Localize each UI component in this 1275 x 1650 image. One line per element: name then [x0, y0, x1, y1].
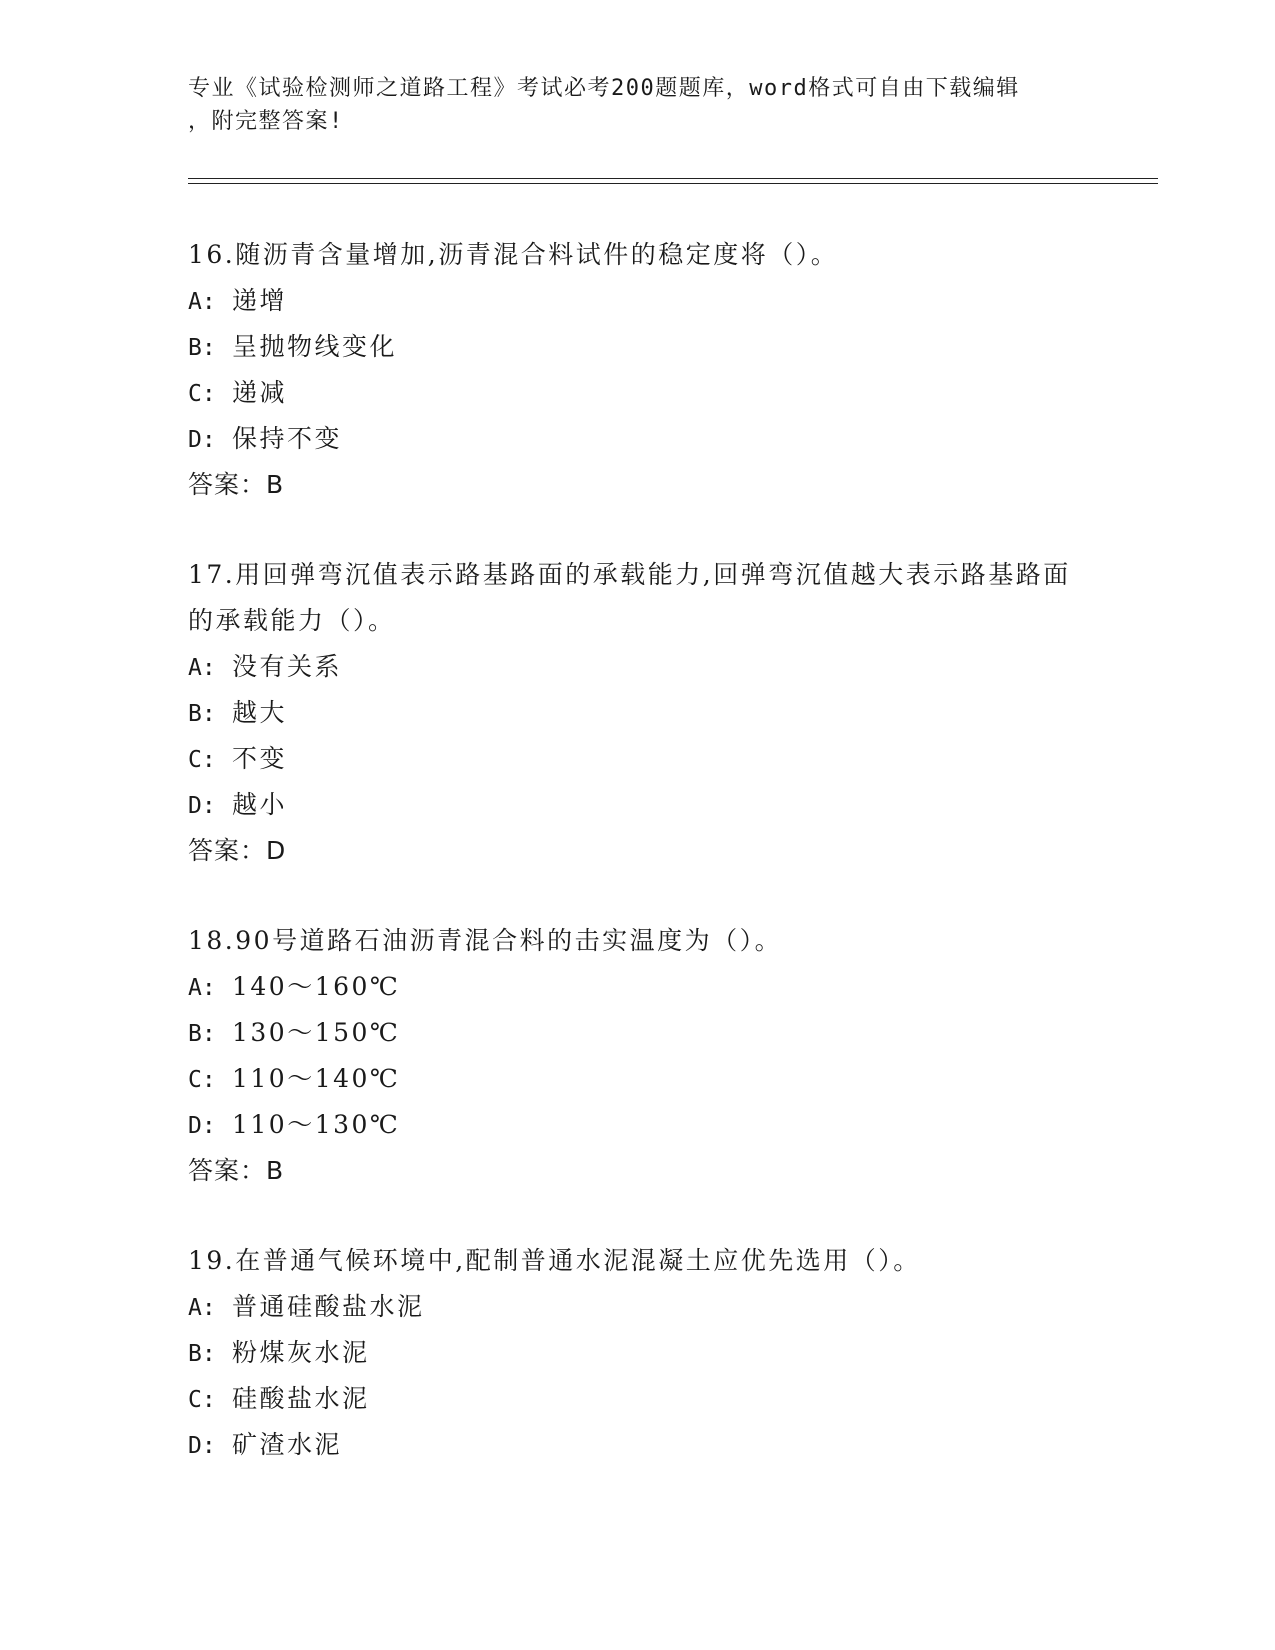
header-divider-bottom: [188, 183, 1158, 184]
option-text: 110～140℃: [232, 1064, 401, 1093]
option-text: 矿渣水泥: [232, 1430, 343, 1459]
option-b: [188, 324, 1088, 370]
option-c: [188, 370, 1088, 416]
option-letter: B:: [188, 1341, 216, 1367]
option-text: 递增: [232, 286, 288, 315]
option-a: [188, 278, 1088, 324]
question-16: [188, 232, 1088, 508]
option-letter: C:: [188, 381, 216, 407]
option-text: 硅酸盐水泥: [232, 1384, 370, 1413]
option-letter: B:: [188, 335, 216, 361]
option-b: [188, 1330, 1088, 1376]
question-17: [188, 552, 1088, 874]
question-19: [188, 1238, 1088, 1468]
option-text: 递减: [232, 378, 288, 407]
option-letter: B:: [188, 701, 216, 727]
option-d: [188, 1102, 1088, 1148]
option-text: 保持不变: [232, 424, 343, 453]
option-a: [188, 1284, 1088, 1330]
option-c: [188, 736, 1088, 782]
option-text: 越小: [232, 790, 288, 819]
option-letter: A:: [188, 1295, 216, 1321]
option-letter: D:: [188, 793, 216, 819]
option-text: 140～160℃: [232, 972, 401, 1001]
option-a: [188, 644, 1088, 690]
option-letter: D:: [188, 1113, 216, 1139]
option-text: 不变: [232, 744, 288, 773]
option-letter: D:: [188, 1433, 216, 1459]
option-c: [188, 1056, 1088, 1102]
option-text: 130～150℃: [232, 1018, 401, 1047]
option-d: [188, 416, 1088, 462]
question-stem: 18.90号道路石油沥青混合料的击实温度为（）。: [188, 926, 783, 955]
option-d: [188, 782, 1088, 828]
option-letter: C:: [188, 1067, 216, 1093]
option-a: [188, 964, 1088, 1010]
question-stem: 17.用回弹弯沉值表示路基路面的承载能力,回弹弯沉值越大表示路基路面的承载能力（）。: [188, 560, 1071, 635]
option-letter: A:: [188, 655, 216, 681]
answer-key: 答案：D: [188, 836, 287, 865]
option-text: 粉煤灰水泥: [232, 1338, 370, 1367]
option-letter: D:: [188, 427, 216, 453]
option-letter: B:: [188, 1021, 216, 1047]
option-letter: A:: [188, 289, 216, 315]
option-text: 越大: [232, 698, 288, 727]
header-divider-top: [188, 178, 1158, 179]
question-stem: 19.在普通气候环境中,配制普通水泥混凝土应优先选用（）。: [188, 1246, 921, 1275]
option-c: [188, 1376, 1088, 1422]
question-18: [188, 918, 1088, 1194]
header-line-2: ，附完整答案!: [188, 109, 344, 134]
option-letter: C:: [188, 1387, 216, 1413]
option-text: 没有关系: [232, 652, 343, 681]
option-letter: C:: [188, 747, 216, 773]
option-b: [188, 1010, 1088, 1056]
answer-key: 答案：B: [188, 1156, 285, 1185]
option-letter: A:: [188, 975, 216, 1001]
option-d: [188, 1422, 1088, 1468]
header-line-1: 专业《试验检测师之道路工程》考试必考200题题库，word格式可自由下载编辑: [188, 76, 1020, 101]
option-b: [188, 690, 1088, 736]
option-text: 普通硅酸盐水泥: [232, 1292, 425, 1321]
answer-key: 答案：B: [188, 470, 285, 499]
document-header: [188, 72, 1088, 138]
question-stem: 16.随沥青含量增加,沥青混合料试件的稳定度将（）。: [188, 240, 839, 269]
option-text: 110～130℃: [232, 1110, 401, 1139]
option-text: 呈抛物线变化: [232, 332, 398, 361]
